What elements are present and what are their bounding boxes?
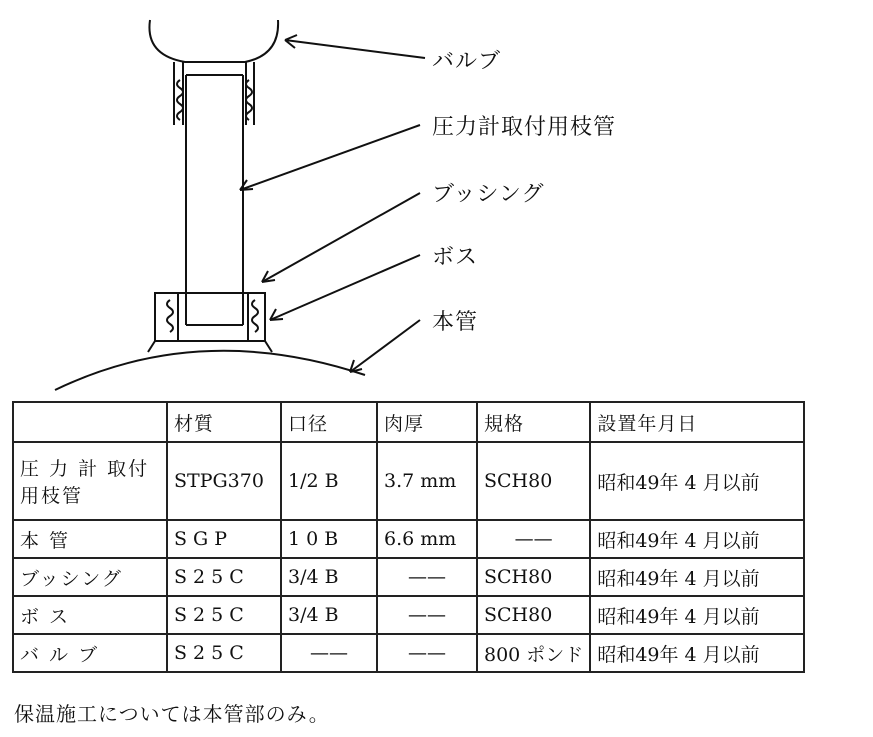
row-diameter: 1 0 B [281,520,377,558]
table-row [13,596,804,634]
row-standard: SCH80 [477,558,590,596]
top-thread-right [246,80,252,120]
row-name: バ ル ブ [13,634,167,672]
row-material: S 2 5 C [167,634,281,672]
table-header: 口径 [281,402,377,442]
label-bushing: ブッシング [432,182,545,207]
table-header: 設置年月日 [590,402,804,442]
row-thickness: —— [377,634,477,672]
table-row [13,520,804,558]
main-pipe-arc [55,351,365,390]
table-header: 規格 [477,402,590,442]
table-header-row [13,402,804,442]
row-thickness: 3.7 mm [377,442,477,520]
row-material: S 2 5 C [167,558,281,596]
row-installed: 昭和49年 4 月以前 [590,596,804,634]
row-name: ブッシング [13,558,167,596]
table-row [13,558,804,596]
row-installed: 昭和49年 4 月以前 [590,442,804,520]
label-branch-pipe: 圧力計取付用枝管 [432,115,617,140]
row-thickness: —— [377,596,477,634]
spec-table [12,401,805,673]
row-standard: 800 ポンド [477,634,590,672]
table-row [13,442,804,520]
table-header: 材質 [167,402,281,442]
row-standard: SCH80 [477,442,590,520]
row-diameter: 3/4 B [281,596,377,634]
row-name: ボ ス [13,596,167,634]
row-thickness: 6.6 mm [377,520,477,558]
table-header [13,402,167,442]
bushing-thread-left [167,300,173,332]
label-valve: バルブ [432,49,502,74]
label-main-pipe: 本管 [432,310,479,335]
row-standard: —— [477,520,590,558]
row-diameter: —— [281,634,377,672]
row-installed: 昭和49年 4 月以前 [590,520,804,558]
row-installed: 昭和49年 4 月以前 [590,558,804,596]
row-diameter: 3/4 B [281,558,377,596]
label-boss: ボス [432,245,479,270]
valve-shape [149,20,278,62]
row-material: S 2 5 C [167,596,281,634]
row-installed: 昭和49年 4 月以前 [590,634,804,672]
bushing-thread-right [252,300,258,332]
row-name: 圧 力 計 取付用枝管 [13,442,167,520]
row-thickness: —— [377,558,477,596]
row-material: S G P [167,520,281,558]
table-header: 肉厚 [377,402,477,442]
table-row [13,634,804,672]
footnote: 保温施工については本管部のみ。 [14,702,330,726]
row-material: STPG370 [167,442,281,520]
row-name: 本 管 [13,520,167,558]
row-standard: SCH80 [477,596,590,634]
row-diameter: 1/2 B [281,442,377,520]
